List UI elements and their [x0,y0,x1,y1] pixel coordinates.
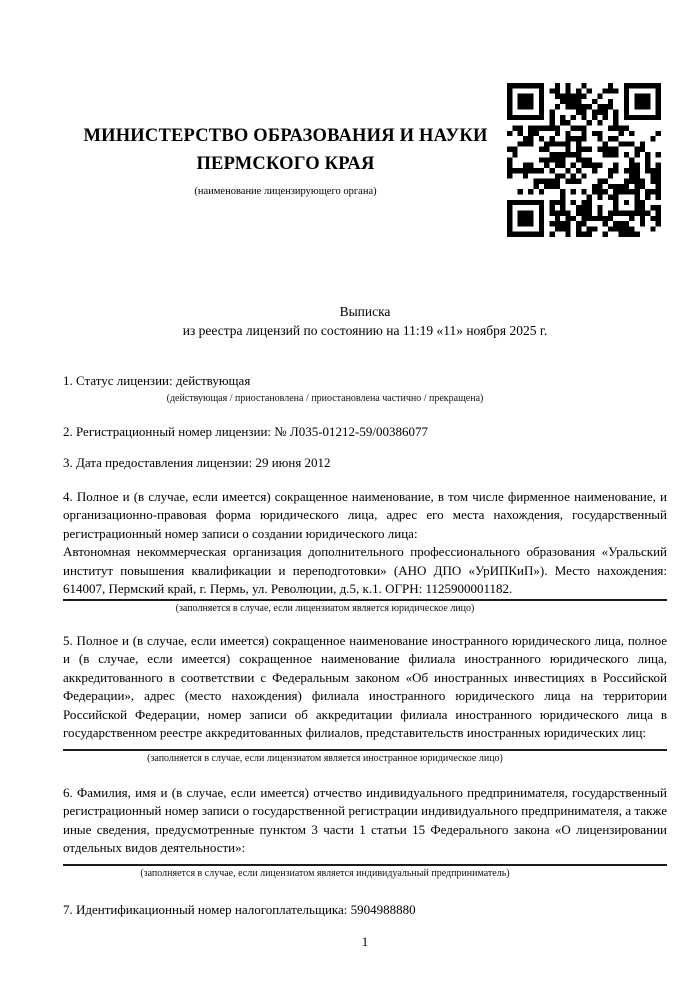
license-status-text: 1. Статус лицензии: действующая [63,373,251,388]
item-individual-entrepreneur-info [63,784,667,881]
ministry-header [63,0,508,199]
legal-entity-clause-text: 4. Полное и (в случае, если имеется) сокращенное наименование, в том числе фирменное наименование, и организационно-правовая форма юридического лица, адрес его места нахождения, государственный регистрационный номер записи о создании юридического лица: [63,488,667,541]
field-underline [63,599,667,601]
ministry-name-line2: ПЕРМСКОГО КРАЯ [196,154,375,174]
entrepreneur-caption: (заполняется в случае, если лицензиатом является индивидуальный предприниматель) [140,867,510,879]
item-license-grant-date: 3. Дата предоставления лицензии: 29 июня 2012 [63,455,331,470]
legal-entity-value: Автономная некоммерческая организация дополнительного профессионального образования «Уральский институт повышения квалификации и переподготовки» (АНО ДПО «УрИПКиП»). Место нахождения: 614007, Пермский край, г. Пермь, ул. Революции, д.5, к.1. ОГРН: 1125900001182. [63,544,667,596]
ministry-caption: (наименование лицензирующего органа) [194,186,377,197]
field-underline [63,749,667,751]
page-number: 1 [361,934,369,949]
item-foreign-entity-info [63,632,667,766]
item-license-status [63,372,667,406]
item-taxpayer-id: 7. Идентификационный номер налогоплательщика: 5904988880 [63,901,416,917]
license-status-options-caption: (действующая / приостановлена / приостановлена частично / прекращена) [166,392,484,404]
item-legal-entity-info [63,488,667,616]
foreign-entity-clause-text: 5. Полное и (в случае, если имеется) сокращенное наименование иностранного юридического лица, полное и (в случае, если имеется) сокращенное наименование филиала иностранного юридического лица, аккредитованного в соответствии с Федеральным законом «Об иностранных инвестициях в Российской Федерации», адрес (место нахождения) филиала иностранного юридического лица на территории Российской Федерации, номер записи об аккредитации филиала иностранного юридического лица в государственном реестре аккредитованных филиалов, представительств иностранных юридических лиц: [63,632,667,740]
entrepreneur-clause-text: 6. Фамилия, имя и (в случае, если имеется) отчество индивидуального предпринимателя, государственный регистрационный номер записи о государственной регистрации индивидуального предпринимателя, а также иные сведения, предусмотренные пунктом 3 части 1 статьи 15 Федерального закона «О лицензировании отдельных видов деятельности»: [63,784,667,855]
document-title-line1: Выписка [339,304,391,319]
ministry-name [63,122,508,178]
document-title [63,302,667,340]
legal-entity-caption: (заполняется в случае, если лицензиатом является юридическое лицо) [175,602,475,614]
foreign-entity-caption: (заполняется в случае, если лицензиатом является иностранное юридическое лицо) [147,752,503,764]
document-title-line2: из реестра лицензий по состоянию на 11:19 «11» ноября 2025 г. [182,323,548,338]
qr-code-image [507,83,661,237]
field-underline [63,864,667,866]
item-license-registration-number: 2. Регистрационный номер лицензии: № Л035-01212-59/00386077 [63,423,429,439]
ministry-name-line1: МИНИСТЕРСТВО ОБРАЗОВАНИЯ И НАУКИ [83,126,488,146]
